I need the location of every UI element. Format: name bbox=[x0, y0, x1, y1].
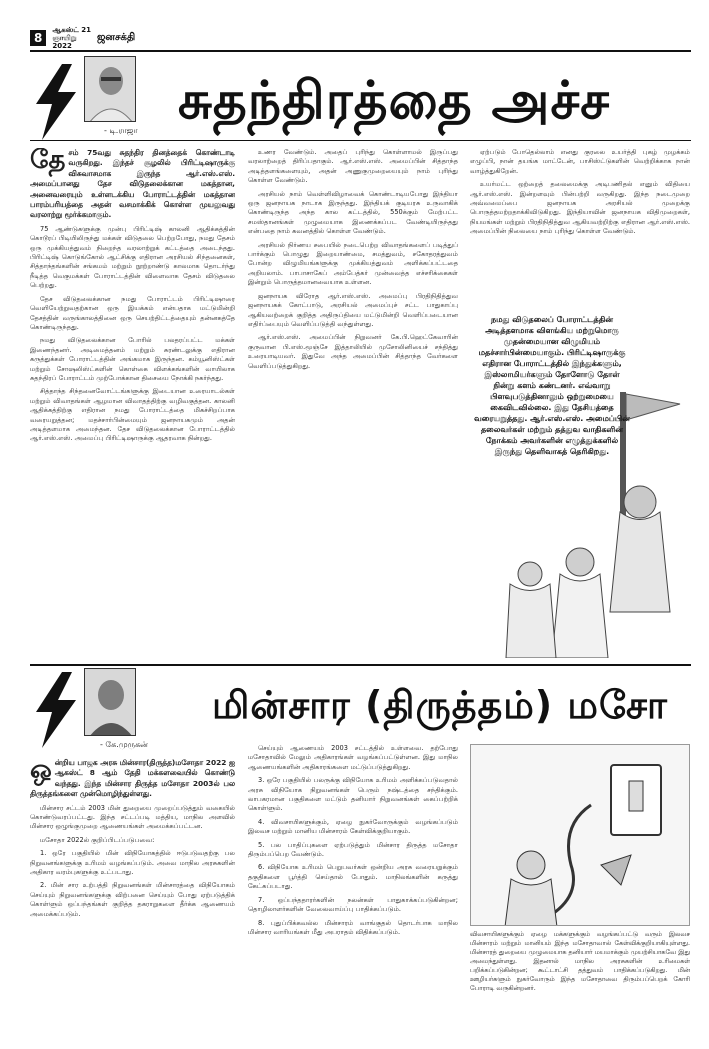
article1-headline: சுதந்திரத்தை அச்ச bbox=[178, 71, 611, 131]
article1-lead-text: சம் 75வது சுதந்திர தினத்தைக் கொண்டாடி வருகிறது. இந்தச் சூழலில் பிரிட்டிஷாருக்கு விசுவாசமாக இருந்த ஆர்.எஸ்.எஸ். அமைப்பானது தேச விடுதலைக்கான மகத்தான, அனைவரையும் உள்ளடக்கிய போராட்டத்தின் மகத்தான பாரம்பரியத்தை அதன் வசமாக்கிக் கொள்ள முயலுவது வரலாற்று மூர்க்கமாகும். bbox=[30, 148, 235, 220]
article2-paragraph: 2. மின் சார உற்பத்தி நிறுவனங்கள் மின்சாரத்தை விநியோகம் செய்யும் நிறுவனங்களுக்கு விற்பனை செய்யும் போது ஏற்படுத்திக் கொள்ளும் ஒப்பந்தங்கள் குறித்த தகராறுகளை தீர்க்க ஆணையம் அமைக்கப்படும். bbox=[30, 881, 235, 918]
article1-column-3 bbox=[470, 148, 690, 308]
article2-paragraph: மசோதா 2022ல் குறிப்பிடப்படுபவை: bbox=[40, 835, 155, 844]
article2-paragraph: மின்சார சட்டம் 2003 மின் துறையை முறைப்படுத்தும் வகையில் கொண்டுவரப்பட்டது. இந்த சட்டப்படி மத்திய, மாநில அளவில் மின்சார ஒழுங்குமுறை ஆணையங்கள் அமைக்கப்பட்டன. bbox=[30, 803, 235, 831]
article2-column-1 bbox=[30, 758, 235, 1040]
page-folio bbox=[30, 26, 135, 50]
article1-pull-quote-box bbox=[470, 312, 690, 658]
top-rule bbox=[30, 50, 691, 52]
article1-paragraph: உயர்மட்ட ஒற்றைத் தலைமைக்கு அடிபணிதல் எனும் விதியை ஆர்.எஸ்.எஸ். இன்றளவும் பின்பற்றி வருகிறது. இந்த நடைமுறை அவ்வமைப்பை ஜனநாயக அரசியல் முறைக்கு பொருத்தமற்றதாக்கிவிடுகிறது. இந்தியாவின் ஜனநாயக விதிமுறைகள், நியமங்கள் மற்றும் பிரதிநிதித்துவ ஆகியவற்றிற்கு எதிரான ஆர்.எஸ்.எஸ். அமைப்பின் நிலையை நாம் புரிந்து கொள்ள வேண்டும். bbox=[470, 180, 690, 236]
power-switch-cartoon-icon bbox=[471, 745, 690, 926]
article2-paragraph: செய்யும் ஆணையம் 2003 சட்டத்தில் உள்ளவை. தற்போது மசோதாவில் மேலும் அதிகாரங்கள் வழங்கப்பட்டுள்ளன. இது மாநில ஆணையங்களின் அதிகாரங்களை மட்டுப்படுத்துகிறது. bbox=[248, 744, 458, 771]
lightning-bolt-icon bbox=[32, 64, 80, 140]
author-photo bbox=[84, 56, 136, 122]
date-line-2: ஞாயிறு bbox=[52, 34, 77, 42]
article2-headline: மின்சார (திருத்தம்) மசோ bbox=[212, 683, 668, 727]
article1-paragraph: தேச விடுதலைக்கான நமது போராட்டம் பிரிட்டிஷாரை வெளியேற்றுவதற்கான ஒரு இயக்கம் என்பதாக மட்டுமின்றி தேசத்தின் வருங்காலத்தினை ஒரு செயற்திட்டத்தையும் தன்னகத்தே கொண்டிருந்தது. bbox=[30, 294, 235, 331]
article2-paragraph: 8. புதுப்பிக்கவல்ல மின்சாரம் வாங்குதல் தொடர்பாக மாநில மின்சார வாரியங்கள் மீது அபராதம் விதிக்கப்படும். bbox=[248, 918, 458, 936]
issue-date bbox=[52, 26, 91, 50]
article2-byline: - கே.முருகன் bbox=[100, 740, 148, 749]
article2-dropcap: ஒ bbox=[30, 758, 52, 785]
article2-paragraph: 7. ஒப்பந்ததாரர்களின் நலன்கள் பாதுகாக்கப்படுகின்றன; தொழிலாளர்களின் வேலைவாய்ப்பு பாதிக்கப்படும். bbox=[248, 895, 458, 914]
author-portrait-icon bbox=[85, 669, 136, 736]
article1-paragraph: சித்தாந்த சிந்தனைவோட்டங்களுக்கு இடையான உரையாடல்கள் மற்றும் விவாதங்கள் ஆழமான விவாதத்திற்கு வழிவகுத்தன. காலனி ஆதிக்கத்திற்கு எதிரான நமது போராட்டத்தை மிகச்சிறப்பாக வரையறுத்தன; மதச்சார்பின்மையும் ஜனநாயகமும் அதன் அடித்தளமாக அமைந்தன. தேச விடுதலைக்கான போராட்டத்தில் ஆர்.எஸ்.எஸ். அமைப்பு பிரிட்டிஷாருக்கு ஆதரவாக நின்றது. bbox=[30, 387, 235, 443]
article1-column-1 bbox=[30, 148, 235, 658]
cartoon-caption: விவசாயிகளுக்கும் ஏழை மக்களுக்கும் வழங்கப்பட்டு வரும் இலவச மின்சாரம் மற்றும் மானியம் இந்த மசோதாவால் கேள்விக்குறியாகியுள்ளது. மின்சாரத் துறையை முழுமையாக தனியார் மயமாக்கும் முயற்சியாகவே இது அமைந்துள்ளது. இதனால் மாநில அரசுகளின் உரிமைகள் பறிக்கப்படுகின்றன; கூட்டாட்சி தத்துவம் பாதிக்கப்படுகிறது. மின் ஊழியர்களும் நுகர்வோரும் இந்த மசோதாவை திரும்பப்பெறக் கோரி போராடி வருகின்றனர். bbox=[470, 930, 690, 992]
article1-pull-quote: நமது விடுதலைப் போராட்டத்தின் அடித்தளமாக விளங்கிய மற்றுமொரு முதன்மையான விழுமியம் மதச்சார்பின்மையாகும். பிரிட்டிஷாருக்கு எதிரான போராட்டத்தில் இந்துக்களும், இஸ்லாமியர்களும் தோளோடு தோள் நின்று களம் கண்டனர். எவ்வாறு பிளவுபடுத்தினாலும் ஒற்றுமையை கைவிடவில்லை. இது தேசியத்தை வரையறுத்தது. ஆர்.எஸ்.எஸ். அமைப்பின் தலைவர்கள் மற்றும் தத்துவ வாதிகளின் நோக்கம் அவர்களின் எழுத்துக்களில் இருந்து தெளிவாகத் தெரிகிறது. bbox=[474, 315, 630, 456]
article2-lead-text: ன்றிய பாஜக அரசு மின்சார(திருத்த)மசோதா 2022 ஐ ஆகஸ்ட் 8 ஆம் தேதி மக்களவையில் கொண்டு வந்தது. இந்த மின்சார திருத்த மசோதா 2003ல் பல திருத்தங்களை முன்மொழிந்துள்ளது. bbox=[30, 758, 235, 799]
article2-paragraph: 4. விவசாயிகளுக்கும், ஏழை நுகர்வோருக்கும் வழங்கப்படும் இலவச மற்றும் மானிய மின்சாரம் கேள்விக்குறியாகும். bbox=[248, 817, 458, 836]
article1-paragraph: அரசியல் நாம் வெள்ளிவிழாவைக் கொண்டாடியபோது இந்தியா ஒரு ஜனநாயக நாடாக இருந்தது. இந்தியக் குடியரசு உருவாகிக் கொண்டிருந்த அந்த கால கட்டத்தில், 550க்கும் மேற்பட்ட சமஸ்தானங்கள் முழுமையாக இணைக்கப்பட வேண்டியிருந்தது என்பதை நாம் கவனத்தில் கொள்ள வேண்டும். bbox=[248, 189, 458, 236]
author-portrait-icon bbox=[85, 57, 136, 122]
article1-paragraph: 75 ஆண்டுகளுக்கு முன்பு பிரிட்டிஷ் காலனி ஆதிக்கத்தின் கொடூரப் பிடியிலிருந்து மக்கள் விடுதலை பெற்றபோது, நமது தேசம் ஒரு முக்கியத்துவம் நிறைந்த வரலாற்றுக் கட்டத்தை அடைந்தது. பிரிட்டிஷ் கொடுங்கோல் ஆட்சிக்கு எதிரான அரசியல் சிந்தனைகள், சித்தாந்தங்களின் சங்கமம் மற்றும் நூற்றாண்டு காலமாக தொடர்ந்து நீடித்த வெகுமக்கள் போராட்டத்தின் விளைவாக தேசம் விடுதலை பெற்றது. bbox=[30, 224, 235, 290]
electricity-cartoon bbox=[470, 744, 690, 926]
section-divider bbox=[30, 664, 691, 666]
article1-column-2 bbox=[248, 148, 458, 658]
article1-paragraph: ஜனநாயக விரோத ஆர்.எஸ்.எஸ். அமைப்பு பிரதிநிதித்துவ ஜனநாயகக் கோட்பாடு, அரசியல் அமைப்புச் சட்ட பாதுகாப்பு ஆகியவற்றைக் குறித்த அதிருப்தியை மட்டுமின்றி வெளிப்படையான எதிர்ப்பையும் வெளிப்படுத்தி வந்துள்ளது. bbox=[248, 291, 458, 328]
article2-lead bbox=[30, 758, 235, 800]
article2-paragraph: 5. பல பாதிப்புகளை ஏற்படுத்தும் மின்சார திருத்த மசோதா திரும்பப்பெற வேண்டும். bbox=[248, 840, 458, 859]
article1-paragraph: ஆர்.எஸ்.எஸ். அமைப்பின் நிறுவனர் கே.பி.ஹெட்கேவாரின் குருவான பி.எஸ்.மூஞ்சே இத்தாலியில் முசோலினியைச் சந்தித்து உரையாடியவர். இதுவே அந்த அமைப்பின் சித்தாந்த வேர்களை வெளிப்படுத்துகிறது. bbox=[248, 333, 458, 370]
date-line-1: ஆகஸ்ட் 21 bbox=[52, 26, 91, 34]
article1-byline: - டி.ராஜா bbox=[104, 126, 138, 135]
date-line-3: 2022 bbox=[52, 42, 72, 50]
article1-paragraph: உணர வேண்டும். அதைப் புரிந்து கொள்ளாமல் இருப்பது வரலாற்றைத் திரிப்பதாகும். ஆர்.எஸ்.எஸ். அமைப்பின் சித்தாந்த அடித்தளங்களையும், அதன் அணுகுமுறையையும் நாம் புரிந்து கொள்ள வேண்டும். bbox=[248, 148, 458, 185]
article1-top-divider bbox=[30, 140, 691, 141]
paper-name: ஜனசக்தி bbox=[96, 32, 136, 43]
article2-column-2 bbox=[248, 744, 458, 1040]
article1-lead bbox=[30, 148, 235, 221]
page-number: 8 bbox=[30, 30, 46, 46]
article2-paragraph: 3. ஒரே பகுதியில் பலருக்கு விநியோக உரிமம் அளிக்கப்படுவதால் அரசு விநியோக நிறுவனங்கள் பெரும் நஷ்டத்தை சந்திக்கும். லாபகரமான பகுதிகளை மட்டும் தனியார் நிறுவனங்கள் கைப்பற்றிக் கொள்ளும். bbox=[248, 776, 458, 813]
article2-paragraph: 6. விநியோக உரிமம் பெறுபவர்கள் ஒன்றிய அரசு வரையறுக்கும் தகுதிகளை பூர்த்தி செய்தால் போதும். மாநிலங்களின் கருத்து கேட்கப்படாது. bbox=[248, 863, 458, 891]
author-photo bbox=[84, 668, 136, 736]
article2-paragraph: 1. ஒரே பகுதியில் மின் விநியோகத்தில் ஈடுபடுவதற்கு பல நிறுவனங்களுக்கு உரிமம் வழங்கப்படும். அவை மாநில அரசுகளின் அதிகார வரம்புகளுக்கு உட்படாது. bbox=[30, 849, 235, 877]
lightning-bolt-icon bbox=[32, 672, 80, 748]
article1-paragraph: அரசியல் நிர்ணய சபையில் நடைபெற்ற விவாதங்களைப் படித்துப் பார்க்கும் பொழுது இறையாண்மை, சமத்துவம், சகோதரத்துவம் போன்ற விழுமியங்களுக்கு முக்கியத்துவம் அளிக்கப்பட்டதை அறியலாம். பாபாசாகேப் அம்பேத்கர் முன்வைத்த எச்சரிக்கைகள் இன்றும் பொருத்தமானவையாக உள்ளன. bbox=[248, 240, 458, 287]
article1-paragraph: ஏற்படும் போதெல்லாம் எனது குரலை உயர்த்தி புகழ் முழக்கம் எழுப்பி, நான் தயங்க மாட்டேன், பாசிஸ்ட்டுகளின் வெற்றிக்காக நான் வாழ்த்துகிறேன். bbox=[470, 148, 690, 175]
article1-dropcap: தே bbox=[30, 148, 66, 175]
article1-paragraph: நமது விடுதலைக்கான போரில் பலதரப்பட்ட மக்கள் இணைந்தனர். அடிமைத்தனம் மற்றும் சுரண்டலுக்கு எதிரான கருத்துக்கள் போராட்டத்தின் அங்கமாக இருந்தன. கம்யூனிஸ்ட்கள் மற்றும் சோஷலிஸ்ட்களின் கொள்கை விளக்கங்களின் வாயிலாக சுதந்திரப் போராட்டம் முற்போக்கான திசையை நோக்கி நகர்ந்தது. bbox=[30, 336, 235, 382]
